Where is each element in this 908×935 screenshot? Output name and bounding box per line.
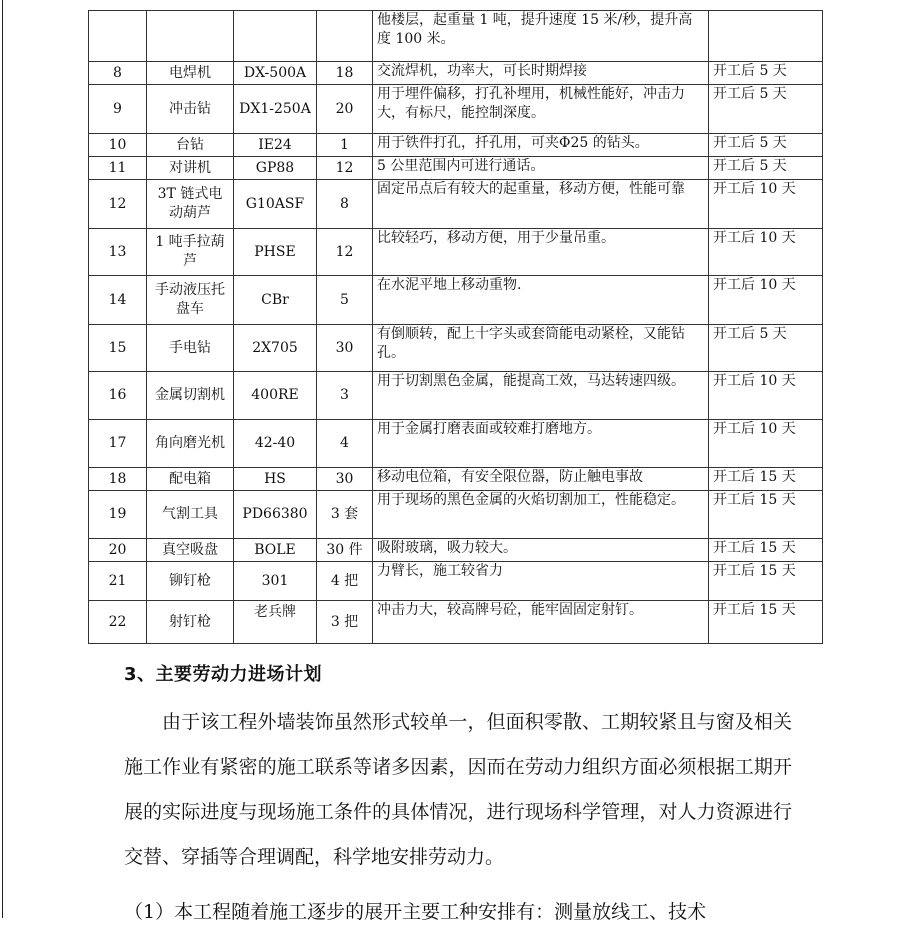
arrival-time: 开工后 15 天 — [709, 539, 823, 562]
equipment-description: 交流焊机，功率大，可长时期焊接 — [373, 62, 709, 85]
table-row — [89, 420, 823, 468]
row-number: 16 — [89, 372, 147, 420]
equipment-model: G10ASF — [234, 180, 317, 229]
table-row — [89, 180, 823, 229]
table-row — [89, 491, 823, 539]
equipment-quantity: 3 — [317, 372, 373, 420]
arrival-time: 开工后 5 天 — [709, 325, 823, 372]
equipment-name: 手电钻 — [147, 325, 234, 372]
equipment-description: 吸附玻璃，吸力较大。 — [373, 539, 709, 562]
equipment-description: 固定吊点后有较大的起重量，移动方便，性能可靠 — [373, 180, 709, 229]
equipment-name: 角向磨光机 — [147, 420, 234, 468]
equipment-description: 用于现场的黑色金属的火焰切割加工，性能稳定。 — [373, 491, 709, 539]
equipment-model: 301 — [234, 562, 317, 601]
equipment-name: 射钉枪 — [147, 601, 234, 644]
equipment-quantity: 12 — [317, 229, 373, 276]
row-number: 22 — [89, 601, 147, 644]
row-number: 9 — [89, 85, 147, 134]
row-number: 15 — [89, 325, 147, 372]
arrival-time: 开工后 5 天 — [709, 85, 823, 134]
body-paragraph: 由于该工程外墙装饰虽然形式较单一，但面积零散、工期较紧且与窗及相关施工作业有紧密的施工联系等诸多因素，因而在劳动力组织方面必须根据工期开展的实际进度与现场施工条件的具体情况，进行现场科学管理，对人力资源进行交替、穿插等合理调配，科学地安排劳动力。 — [124, 711, 792, 868]
row-number: 17 — [89, 420, 147, 468]
equipment-name: 铆钉枪 — [147, 562, 234, 601]
table-row — [89, 325, 823, 372]
equipment-name: 3T 链式电动葫芦 — [147, 180, 234, 229]
row-number: 20 — [89, 539, 147, 562]
equipment-quantity: 18 — [317, 62, 373, 85]
arrival-time: 开工后 15 天 — [709, 562, 823, 601]
equipment-name: 台钻 — [147, 134, 234, 157]
arrival-time: 开工后 5 天 — [709, 134, 823, 157]
section-title: 3、主要劳动力进场计划 — [124, 664, 323, 685]
equipment-name: 真空吸盘 — [147, 539, 234, 562]
equipment-quantity: 30 件 — [317, 539, 373, 562]
equipment-description: 他楼层，起重量 1 吨，提升速度 15 米/秒，提升高度 100 米。 — [373, 11, 709, 62]
table-row — [89, 539, 823, 562]
equipment-quantity: 30 — [317, 325, 373, 372]
equipment-name: 手动液压托盘车 — [147, 276, 234, 325]
row-number: 13 — [89, 229, 147, 276]
arrival-time: 开工后 5 天 — [709, 62, 823, 85]
arrival-time: 开工后 10 天 — [709, 372, 823, 420]
table-row — [89, 62, 823, 85]
equipment-quantity: 8 — [317, 180, 373, 229]
equipment-model: BOLE — [234, 539, 317, 562]
equipment-model: DX1-250A — [234, 85, 317, 134]
equipment-model: PHSE — [234, 229, 317, 276]
table-row — [89, 229, 823, 276]
equipment-name — [147, 11, 234, 62]
row-number: 12 — [89, 180, 147, 229]
body-paragraph-2: （1）本工程随着施工逐步的展开主要工种安排有：测量放线工、技术 — [124, 901, 707, 923]
equipment-model: 42-40 — [234, 420, 317, 468]
equipment-quantity: 1 — [317, 134, 373, 157]
row-number: 14 — [89, 276, 147, 325]
equipment-quantity: 4 — [317, 420, 373, 468]
equipment-description: 移动电位箱，有安全限位器，防止触电事故 — [373, 468, 709, 491]
equipment-quantity: 30 — [317, 468, 373, 491]
equipment-model: DX-500A — [234, 62, 317, 85]
equipment-model: PD66380 — [234, 491, 317, 539]
equipment-model: IE24 — [234, 134, 317, 157]
equipment-description: 用于金属打磨表面或较难打磨地方。 — [373, 420, 709, 468]
arrival-time: 开工后 15 天 — [709, 468, 823, 491]
equipment-name: 配电箱 — [147, 468, 234, 491]
arrival-time: 开工后 15 天 — [709, 491, 823, 539]
equipment-model: GP88 — [234, 157, 317, 180]
equipment-quantity: 4 把 — [317, 562, 373, 601]
arrival-time: 开工后 10 天 — [709, 276, 823, 325]
equipment-model: CBr — [234, 276, 317, 325]
equipment-model: 2X705 — [234, 325, 317, 372]
equipment-name: 对讲机 — [147, 157, 234, 180]
table-row — [89, 157, 823, 180]
row-number: 18 — [89, 468, 147, 491]
table-row — [89, 372, 823, 420]
table-row — [89, 11, 823, 62]
equipment-quantity: 12 — [317, 157, 373, 180]
table-row — [89, 468, 823, 491]
table-row — [89, 85, 823, 134]
row-number: 8 — [89, 62, 147, 85]
equipment-description: 力臂长，施工较省力 — [373, 562, 709, 601]
equipment-table-body — [89, 11, 823, 644]
table-row — [89, 134, 823, 157]
arrival-time: 开工后 5 天 — [709, 157, 823, 180]
equipment-name: 冲击钻 — [147, 85, 234, 134]
page-left-border — [2, 0, 3, 918]
equipment-quantity — [317, 11, 373, 62]
equipment-model: 400RE — [234, 372, 317, 420]
row-number: 10 — [89, 134, 147, 157]
equipment-table — [88, 10, 823, 644]
arrival-time: 开工后 10 天 — [709, 180, 823, 229]
row-number: 11 — [89, 157, 147, 180]
equipment-description: 有倒顺转，配上十字头或套筒能电动紧栓，又能钻孔。 — [373, 325, 709, 372]
row-number: 19 — [89, 491, 147, 539]
equipment-description: 比较轻巧，移动方便，用于少量吊重。 — [373, 229, 709, 276]
arrival-time: 开工后 10 天 — [709, 420, 823, 468]
equipment-quantity: 3 套 — [317, 491, 373, 539]
table-row — [89, 276, 823, 325]
equipment-quantity: 20 — [317, 85, 373, 134]
equipment-description: 用于铁件打孔，扦孔用，可夹Φ25 的钻头。 — [373, 134, 709, 157]
table-row — [89, 601, 823, 644]
equipment-model: 老兵牌 — [234, 601, 317, 644]
equipment-name: 1 吨手拉葫芦 — [147, 229, 234, 276]
equipment-description: 5 公里范围内可进行通话。 — [373, 157, 709, 180]
equipment-name: 金属切割机 — [147, 372, 234, 420]
equipment-description: 在水泥平地上移动重物. — [373, 276, 709, 325]
equipment-quantity: 3 把 — [317, 601, 373, 644]
arrival-time — [709, 11, 823, 62]
arrival-time: 开工后 15 天 — [709, 601, 823, 644]
equipment-model: HS — [234, 468, 317, 491]
arrival-time: 开工后 10 天 — [709, 229, 823, 276]
equipment-name: 电焊机 — [147, 62, 234, 85]
equipment-description: 用于切割黑色金属，能提高工效，马达转速四级。 — [373, 372, 709, 420]
equipment-description: 用于埋件偏移，打孔补埋用，机械性能好，冲击力大，有标尺，能控制深度。 — [373, 85, 709, 134]
table-row — [89, 562, 823, 601]
equipment-name: 气割工具 — [147, 491, 234, 539]
equipment-model — [234, 11, 317, 62]
equipment-description: 冲击力大，较高牌号砼，能牢固固定射钉。 — [373, 601, 709, 644]
row-number: 21 — [89, 562, 147, 601]
equipment-quantity: 5 — [317, 276, 373, 325]
row-number — [89, 11, 147, 62]
